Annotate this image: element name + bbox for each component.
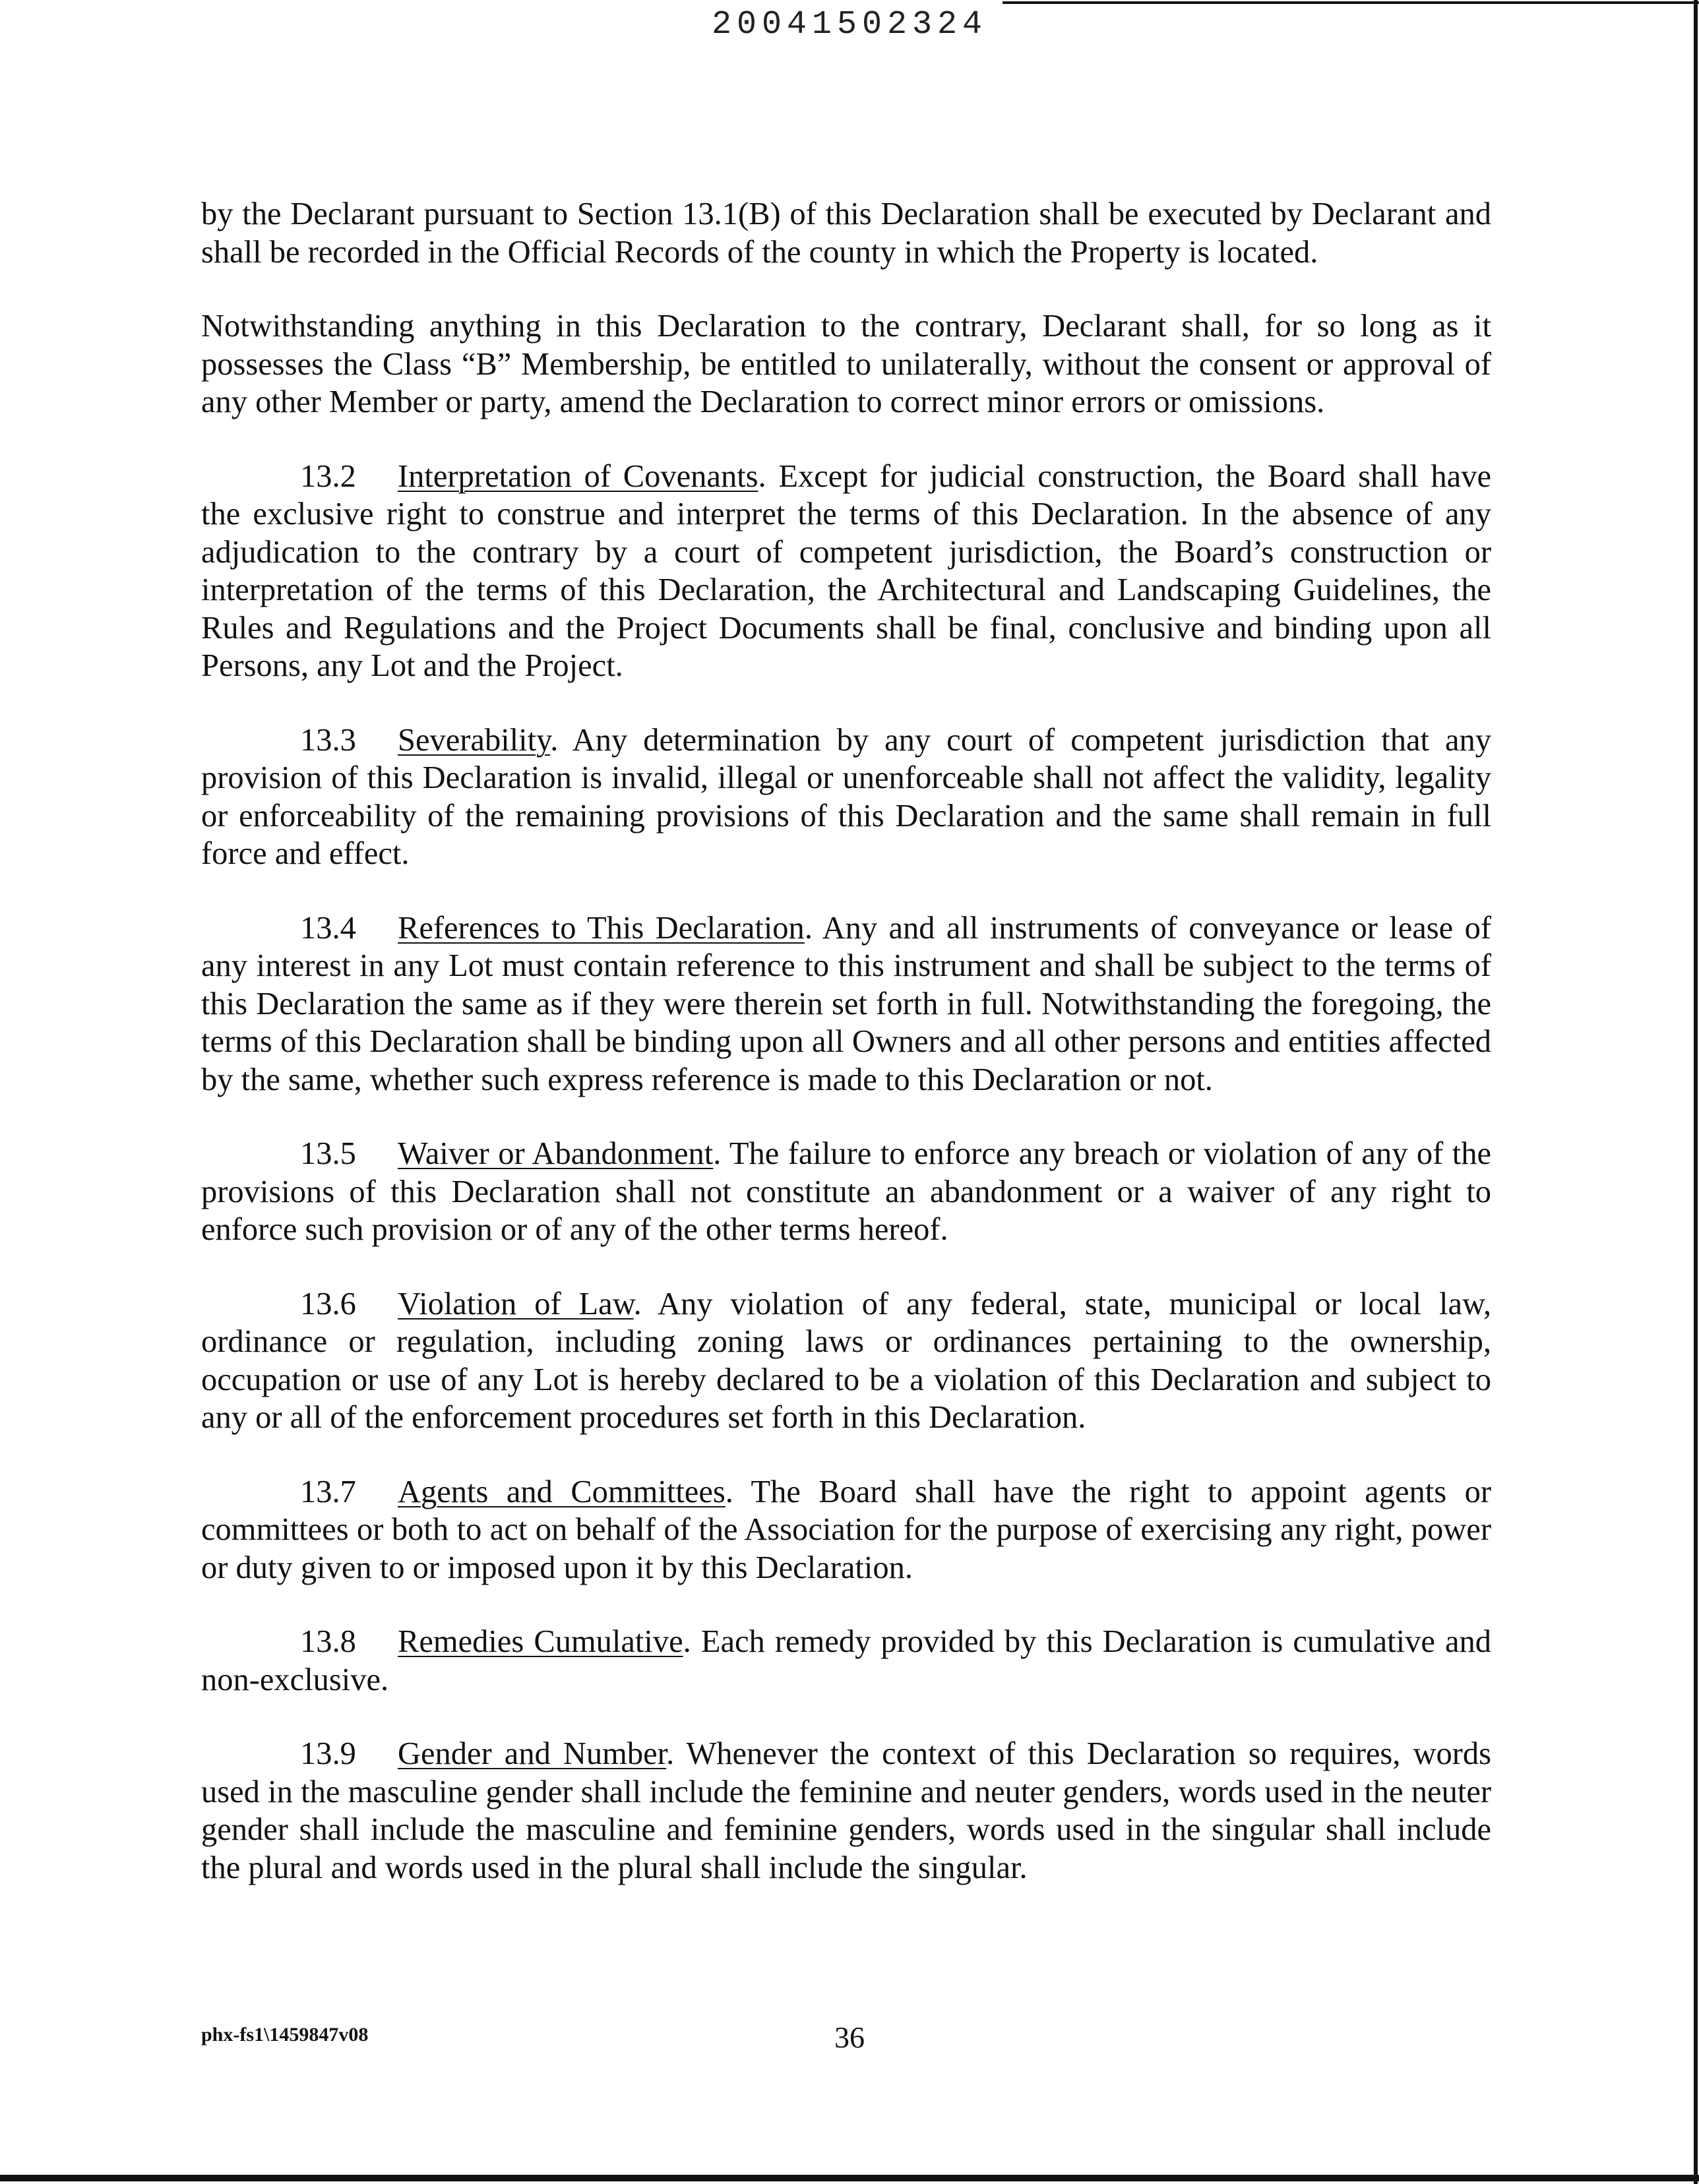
section-title: Agents and Committees bbox=[398, 1474, 726, 1509]
paragraph-notwithstanding bbox=[201, 307, 1491, 421]
section-13-4 bbox=[201, 909, 1491, 1099]
section-title: Gender and Number bbox=[398, 1736, 667, 1771]
section-13-5 bbox=[201, 1135, 1491, 1249]
section-13-7 bbox=[201, 1473, 1491, 1587]
top-border-line bbox=[1003, 1, 1699, 4]
section-text: . The failure to enforce any breach or violation of any of the provisions of this Declaration shall not constitute an abandonment or a waiver of any right to enforce such provision or of any of the other terms hereof. bbox=[201, 1136, 1491, 1247]
section-13-2 bbox=[201, 458, 1491, 685]
document-body bbox=[201, 195, 1491, 1923]
section-text: . Whenever the context of this Declaration so requires, words used in the masculine gender shall include the feminine and neuter genders, words used in the neuter gender shall include the masculine and feminine genders, words used in the singular shall include the plural and words used in the plural shall include the singular. bbox=[201, 1736, 1491, 1885]
section-title: References to This Declaration bbox=[398, 910, 805, 946]
section-number: 13.5 bbox=[300, 1136, 356, 1171]
section-13-9 bbox=[201, 1735, 1491, 1887]
section-text: . Except for judicial construction, the Board shall have the exclusive right to construe and interpret the terms of this Declaration. In the absence of any adjudication to the contrary by a court of competent jurisdiction, the Board’s construction or interpretation of the terms of this Declaration, the Architectural and Landscaping Guidelines, the Rules and Regulations and the Project Documents shall be final, conclusive and binding upon all Persons, any Lot and the Project. bbox=[201, 458, 1491, 683]
section-number: 13.9 bbox=[300, 1736, 356, 1771]
section-title: Waiver or Abandonment bbox=[398, 1136, 714, 1171]
paragraph-text: Notwithstanding anything in this Declaration to the contrary, Declarant shall, for so long as it possesses the Class “B” Membership, be entitled to unilaterally, without the consent or approval of any other Member or party, amend the Declaration to correct minor errors or omissions. bbox=[201, 309, 1491, 419]
bottom-border-line bbox=[0, 2175, 1699, 2181]
section-text: . Any determination by any court of competent jurisdiction that any provision of this Declaration is invalid, illegal or unenforceable shall not affect the validity, legality or enforceability of the remaining provisions of this Declaration and the same shall remain in full force and effect. bbox=[201, 722, 1491, 871]
section-number: 13.3 bbox=[300, 722, 356, 758]
section-text: . Any and all instruments of conveyance or lease of any interest in any Lot must contain reference to this instrument and shall be subject to the terms of this Declaration the same as if they were therein set forth in full. Notwithstanding the foregoing, the terms of this Declaration shall be binding upon all Owners and all other persons and entities affected by the same, whether such express reference is made to this Declaration or not. bbox=[201, 910, 1491, 1097]
paragraph-text: by the Declarant pursuant to Section 13.1(B) of this Declaration shall be executed by Declarant and shall be recorded in the Official Records of the county in which the Property is located. bbox=[201, 197, 1491, 270]
section-13-6 bbox=[201, 1285, 1491, 1437]
page-number: 36 bbox=[834, 2020, 865, 2054]
section-title: Remedies Cumulative bbox=[398, 1624, 683, 1659]
section-13-8 bbox=[201, 1623, 1491, 1699]
section-number: 13.2 bbox=[300, 458, 356, 494]
section-title: Violation of Law bbox=[398, 1286, 634, 1321]
paragraph-continuation bbox=[201, 195, 1491, 271]
section-title: Interpretation of Covenants bbox=[398, 458, 758, 494]
section-number: 13.6 bbox=[300, 1286, 356, 1321]
section-title: Severability bbox=[398, 722, 551, 758]
section-number: 13.4 bbox=[300, 910, 356, 946]
section-13-3 bbox=[201, 721, 1491, 873]
section-text: . The Board shall have the right to appoint agents or committees or both to act on behalf of the Association for the purpose of exercising any right, power or duty given to or imposed upon it by this Declaration. bbox=[201, 1474, 1491, 1585]
section-number: 13.8 bbox=[300, 1624, 356, 1659]
section-text: . Each remedy provided by this Declaration is cumulative and non-exclusive. bbox=[201, 1624, 1491, 1697]
section-text: . Any violation of any federal, state, municipal or local law, ordinance or regulation, including zoning laws or ordinances pertaining to the ownership, occupation or use of any Lot is hereby declared to be a violation of this Declaration and subject to any or all of the enforcement procedures set forth in this Declaration. bbox=[201, 1286, 1492, 1435]
file-reference: phx-fs1\1459847v08 bbox=[201, 2024, 369, 2046]
recording-number: 20041502324 bbox=[711, 6, 988, 44]
right-border-line bbox=[1694, 0, 1698, 2184]
section-number: 13.7 bbox=[300, 1474, 356, 1509]
